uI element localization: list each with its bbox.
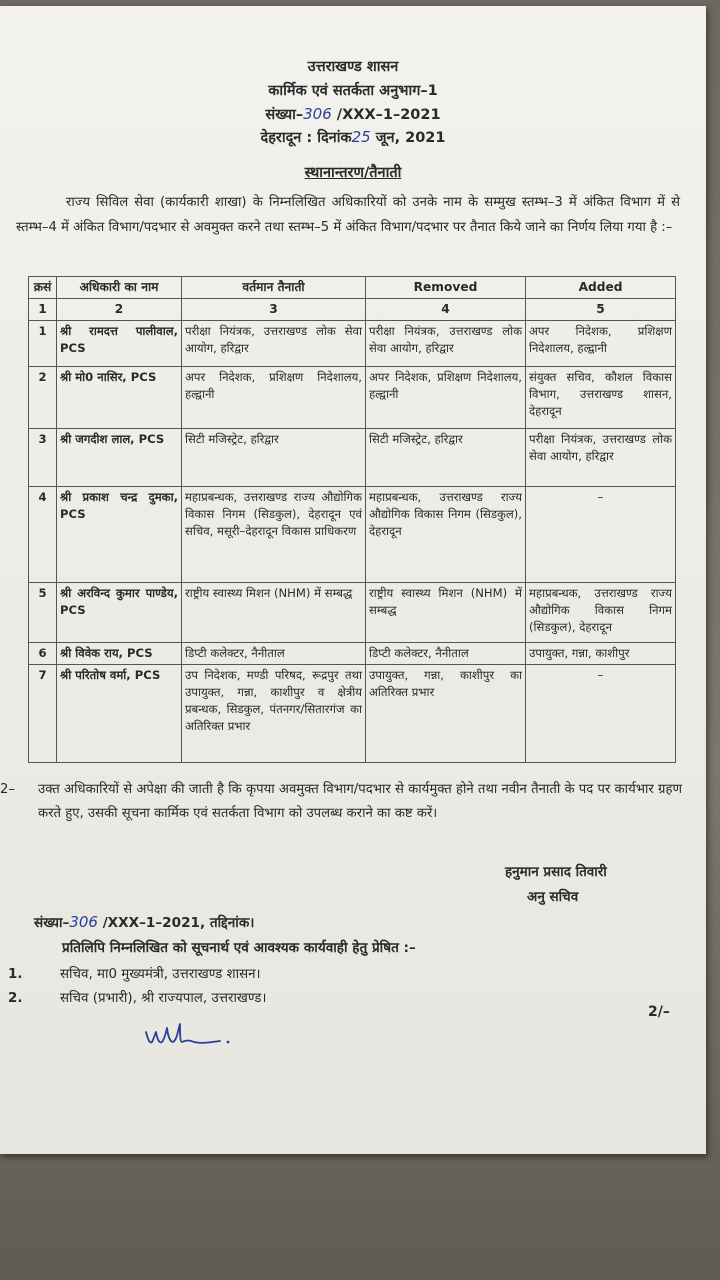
removed-posting: अपर निदेशक, प्रशिक्षण निदेशालय, हल्द्वानी <box>366 367 526 429</box>
recipient-item <box>8 988 608 1006</box>
officer-name: श्री प्रकाश चन्द्र दुमका, PCS <box>57 487 182 583</box>
col-header-sno: क्रसं <box>29 277 57 299</box>
removed-posting: उपायुक्त, गन्ना, काशीपुर का अतिरिक्त प्रभार <box>366 665 526 763</box>
subject-heading: स्थानान्तरण/तैनाती <box>304 165 402 181</box>
endorsement-reference <box>34 912 254 931</box>
table-row <box>29 487 676 583</box>
document-page <box>0 6 706 1154</box>
col-header-removed: Removed <box>366 277 526 299</box>
col-number: 4 <box>366 299 526 321</box>
col-number: 3 <box>182 299 366 321</box>
recipient-number: 1. <box>8 967 23 982</box>
table-row <box>29 367 676 429</box>
intro-paragraph: राज्य सिविल सेवा (कार्यकारी शाखा) के निम्नलिखित अधिकारियों को उनके नाम के सम्मुख स्तम्भ–3 में अंकित विभाग में से स्तम्भ–4 में अंकित विभाग/पदभार से अवमुक्त करने तथा स्तम्भ–5 में अंकित विभाग/पदभार पर तैनात किये जाने का निर्णय लिया गया है :– <box>16 195 680 235</box>
removed-posting: सिटी मजिस्ट्रेट, हरिद्वार <box>366 429 526 487</box>
officer-name: श्री अरविन्द कुमार पाण्डेय, PCS <box>57 583 182 643</box>
table-row <box>29 665 676 763</box>
officer-name: श्री विवेक राय, PCS <box>57 643 182 665</box>
current-posting: डिप्टी कलेक्टर, नैनीताल <box>182 643 366 665</box>
col-number: 1 <box>29 299 57 321</box>
table-row <box>29 583 676 643</box>
header-government: उत्तराखण्ड शासन <box>307 59 399 75</box>
row-sno: 4 <box>29 487 57 583</box>
added-posting: उपायुक्त, गन्ना, काशीपुर <box>526 643 676 665</box>
signature-block <box>505 860 607 910</box>
handwritten-ref-number: 306 <box>303 105 332 123</box>
current-posting: अपर निदेशक, प्रशिक्षण निदेशालय, हल्द्वानी <box>182 367 366 429</box>
table-column-number-row <box>29 299 676 321</box>
ref-suffix: /XXX–1–2021 <box>331 107 441 123</box>
col-header-name: अधिकारी का नाम <box>57 277 182 299</box>
date-suffix: जून, 2021 <box>370 130 446 146</box>
row-sno: 7 <box>29 665 57 763</box>
ref-prefix: संख्या– <box>34 915 70 931</box>
header-reference <box>0 104 706 124</box>
added-posting: महाप्रबन्धक, उत्तराखण्ड राज्य औद्योगिक विकास निगम (सिडकुल), देहरादून <box>526 583 676 643</box>
table-row <box>29 321 676 367</box>
col-number: 2 <box>57 299 182 321</box>
officer-name: श्री परितोष वर्मा, PCS <box>57 665 182 763</box>
added-posting: परीक्षा नियंत्रक, उत्तराखण्ड लोक सेवा आयोग, हरिद्वार <box>526 429 676 487</box>
recipient-item <box>8 964 608 982</box>
row-sno: 1 <box>29 321 57 367</box>
officer-name: श्री मो0 नासिर, PCS <box>57 367 182 429</box>
current-posting: परीक्षा नियंत्रक, उत्तराखण्ड लोक सेवा आयोग, हरिद्वार <box>182 321 366 367</box>
header-date <box>0 127 706 147</box>
recipient-number: 2. <box>8 991 23 1006</box>
current-posting: राष्ट्रीय स्वास्थ्य मिशन (NHM) में सम्बद्ध <box>182 583 366 643</box>
current-posting: महाप्रबन्धक, उत्तराखण्ड राज्य औद्योगिक विकास निगम (सिडकुल), देहरादून एवं सचिव, मसूरी–देहरादून विकास प्राधिकरण <box>182 487 366 583</box>
added-posting: अपर निदेशक, प्रशिक्षण निदेशालय, हल्द्वानी <box>526 321 676 367</box>
col-header-current: वर्तमान तैनाती <box>182 277 366 299</box>
transfer-table <box>28 276 676 763</box>
removed-posting: डिप्टी कलेक्टर, नैनीताल <box>366 643 526 665</box>
date-prefix: देहरादून : दिनांक <box>260 130 352 146</box>
instruction-paragraph <box>0 778 682 826</box>
row-sno: 3 <box>29 429 57 487</box>
removed-posting: राष्ट्रीय स्वास्थ्य मिशन (NHM) में सम्बद्ध <box>366 583 526 643</box>
officer-name: श्री जगदीश लाल, PCS <box>57 429 182 487</box>
handwritten-initials-signature <box>140 1020 240 1052</box>
copy-to-line: प्रतिलिपि निम्नलिखित को सूचनार्थ एवं आवश्यक कार्यवाही हेतु प्रेषित :– <box>62 940 416 956</box>
row-sno: 6 <box>29 643 57 665</box>
table-header-row <box>29 277 676 299</box>
page-continuation: 2/– <box>648 1004 670 1020</box>
signatory-name: हनुमान प्रसाद तिवारी <box>505 864 607 880</box>
row-sno: 2 <box>29 367 57 429</box>
recipient-text: सचिव, मा0 मुख्यमंत्री, उत्तराखण्ड शासन। <box>60 967 261 982</box>
header-section: कार्मिक एवं सतर्कता अनुभाग–1 <box>268 83 438 99</box>
paragraph-text: उक्त अधिकारियों से अपेक्षा की जाती है कि कृपया अवमुक्त विभाग/पदभार से कार्यमुक्त होने तथा नवीन तैनाती के पद पर कार्यभार ग्रहण करते हुए, उसकी सूचना कार्मिक एवं सतर्कता विभाग को उपलब्ध कराने का कष्ट करें। <box>38 782 682 821</box>
row-sno: 5 <box>29 583 57 643</box>
officer-name: श्री रामदत्त पालीवाल, PCS <box>57 321 182 367</box>
col-number: 5 <box>526 299 676 321</box>
handwritten-ref-number: 306 <box>69 913 98 931</box>
handwritten-date-day: 25 <box>351 128 371 146</box>
ref-prefix: संख्या– <box>265 107 304 123</box>
signatory-designation: अनु सचिव <box>527 889 579 905</box>
current-posting: उप निदेशक, मण्डी परिषद, रूद्रपुर तथा उपायुक्त, गन्ना, काशीपुर व क्षेत्रीय प्रबन्धक, सिडकुल, पंतनगर/सितारगंज का अतिरिक्त प्रभार <box>182 665 366 763</box>
col-header-added: Added <box>526 277 676 299</box>
added-posting: संयुक्त सचिव, कौशल विकास विभाग, उत्तराखण्ड शासन, देहरादून <box>526 367 676 429</box>
recipient-text: सचिव (प्रभारी), श्री राज्यपाल, उत्तराखण्ड। <box>60 991 267 1006</box>
removed-posting: परीक्षा नियंत्रक, उत्तराखण्ड लोक सेवा आयोग, हरिद्वार <box>366 321 526 367</box>
removed-posting: महाप्रबन्धक, उत्तराखण्ड राज्य औद्योगिक विकास निगम (सिडकुल), देहरादून <box>366 487 526 583</box>
table-row <box>29 429 676 487</box>
current-posting: सिटी मजिस्ट्रेट, हरिद्वार <box>182 429 366 487</box>
paragraph-number: 2– <box>0 782 15 797</box>
table-row <box>29 643 676 665</box>
ref-suffix: /XXX–1–2021, तद्दिनांक। <box>97 915 255 931</box>
added-posting: – <box>526 487 676 583</box>
added-posting: – <box>526 665 676 763</box>
